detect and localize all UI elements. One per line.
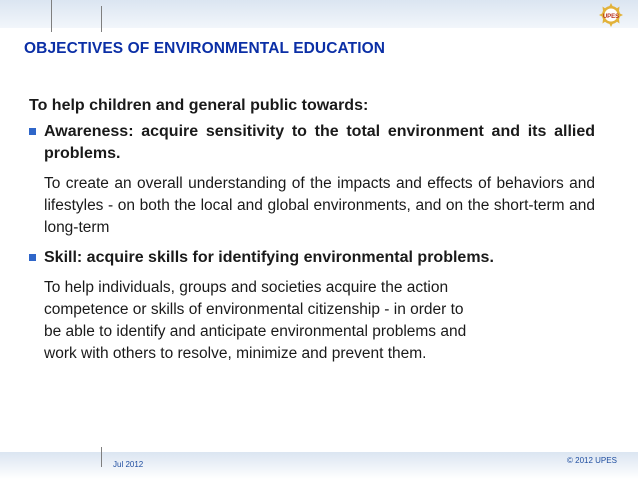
bullet-description: [29, 277, 595, 365]
bullet-awareness: [29, 121, 595, 165]
description-line: be able to identify and anticipate environmental problems and: [44, 323, 467, 340]
header-divider-left: [51, 0, 52, 32]
footer-divider: [101, 447, 102, 467]
upes-logo-icon: [596, 2, 626, 28]
bullet-square-icon: [29, 128, 36, 135]
footer-band: [0, 452, 638, 479]
bullet-skill: [29, 247, 595, 269]
header-divider-right: [101, 6, 102, 32]
bullet-square-icon: [29, 254, 36, 261]
description-line: competence or skills of environmental citizenship - in order to: [44, 301, 464, 318]
slide-title: OBJECTIVES OF ENVIRONMENTAL EDUCATION: [24, 40, 386, 57]
description-line: work with others to resolve, minimize and prevent them.: [44, 345, 427, 362]
footer-copyright: © 2012 UPES: [567, 456, 617, 465]
intro-text: To help children and general public towards:: [29, 97, 369, 114]
svg-text:UPES: UPES: [602, 14, 620, 20]
footer-date: Jul 2012: [113, 460, 144, 469]
bullet-heading: Skill: acquire skills for identifying environmental problems.: [44, 249, 494, 266]
description-line: To help individuals, groups and societies acquire the action: [44, 279, 449, 296]
bullet-heading: Awareness: acquire sensitivity to the total environment and its allied problems.: [44, 123, 595, 162]
header-band: [0, 0, 638, 28]
bullet-description: To create an overall understanding of the impacts and effects of behaviors and lifestyles - on both the local and global environments, and on the short-term and long-term: [44, 175, 595, 236]
slide-content: [29, 95, 595, 373]
